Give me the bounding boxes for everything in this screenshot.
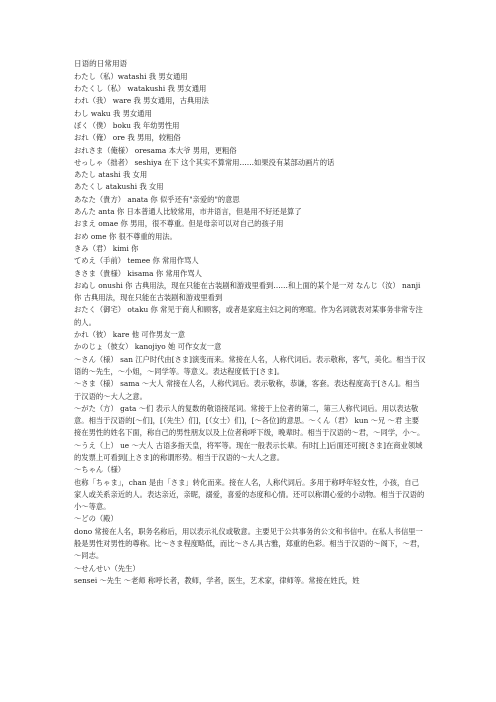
entry-omae: おまえ omae 你 男用，很不尊重。但是母亲可以对自己的孩子用 [74, 219, 284, 229]
entry-atashi: あたし atashi 我 女用 [74, 170, 148, 180]
entry-otaku: おたく（御宅） otaku 你 常见于商人和顾客，或者是家庭主妇之间的寒暄。作为名词就表对某事务非常专注的人。 [74, 305, 423, 327]
entry-ware: われ（我） ware 我 男女通用，古典用法 [74, 96, 209, 106]
entry-seshiya: せっしゃ（拙者） seshiya 在下 这个其实不算常用……如果没有某部动画片的话 [74, 157, 335, 167]
entry-gata-kun: ～がた（方） gata ～们 表示人的复数的敬语接尾词。常接于上位者的第二，第三人称代词后。用以表达敬意。相当于汉语的[～们]，[（先生）们]，[（女士）们]，[～各位]的意思。～くん（君） kun ～兄 ～君 主要接在男性的姓名下面，称自己的男性朋友以及上位者称呼下级，晚辈时。相当于汉语的～君，～同学，小～。 [74, 403, 425, 438]
document-title: 日语的日常用语 [74, 59, 128, 68]
entry-kimi: きみ（君） kimi 你 [74, 243, 139, 253]
entry-dono-body: dono 常接在人名，职务名称后，用以表示礼仪或敬意。主要见于公共事务的公文和书信中。在私人书信里一般是男性对男性的尊称。比～さま程度略低，而比～さん具古雅，郑重的色彩。相当于汉语的～阁下，～君，～同志。 [74, 526, 425, 561]
entry-sensei-heading: ～せんせい（先生） [74, 563, 140, 573]
entry-ore: おれ（俺） ore 我 男用，较粗俗 [74, 133, 181, 143]
entry-ue: ～うえ（上） ue ～大人 古语多指天皇，将军等。现在一般表示长辈。有时[上]后面还可接[さま]在商业领域的发票上可看到[上さま]的称谓形势。相当于汉语的～大人之意。 [74, 440, 423, 462]
entry-atakushi: あたくし atakushi 我 女用 [74, 182, 164, 192]
entry-kare: かれ（彼） kare 他 可作男友一意 [74, 330, 186, 340]
entry-dono-heading: ～どの（殿） [74, 514, 118, 524]
entry-chan-heading: ～ちゃん（様） [74, 465, 126, 475]
entry-washi: わし waku 我 男女通用 [74, 108, 152, 118]
entry-sensei-body: sensei ～先生 ～老师 称呼长者，教师，学者，医生，艺术家，律师等。常接在姓氏，姓 [74, 575, 360, 585]
entry-onushi: おぬし onushi 你 古典用法，现在只能在古装剧和游戏里看到……和上面的某个是一对 なんじ（汝） nanji 你 古典用法，现在只能在古装剧和游戏里看到 [74, 280, 421, 303]
entry-kanojiyo: かのじょ（彼女） kanojiyo 她 可作女友一意 [74, 342, 222, 352]
entry-anta: あんた anta 你 日本普通人比较常用，市井语言，但是用不好还是算了 [74, 207, 302, 217]
entry-oresama: おれさま（俺様） oresama 本大爷 男用，更粗俗 [74, 145, 237, 155]
entry-chan-body: 也称「ちゃま」，chan 是由「さま」转化而来。接在人名，人称代词后。多用于称呼年轻女性，小孩，自己家人或关系亲近的人。表达亲近，亲昵，溺爱，喜爱的态度和心情。还可以称谓心爱的小动物。相当于汉语的小～等意。 [74, 477, 425, 512]
entry-sama: ～さま（様） sama ～大人 常接在人名，人称代词后。表示敬称，恭谦，客套。表达程度高于[さん]。相当于汉语的～大人之意。 [74, 379, 420, 401]
entry-anata: あなた（貴方） anata 你 似乎还有"亲爱的"的意思 [74, 194, 240, 204]
entry-boku: ぼく（僕） boku 我 年幼男性用 [74, 120, 180, 130]
document-page [74, 58, 426, 587]
entry-ome: おめ ome 你 很不尊重的用法。 [74, 231, 177, 241]
entry-watakushi: わたくし（私） watakushi 我 男女通用 [74, 84, 207, 94]
entry-san: ～さん（様） san 江户时代由[さま]演变而来。常接在人名，人称代词后。表示敬称，客气，美化。相当于汉语的～先生，～小姐，～同学等。等意义。表达程度低于[さま]。 [74, 354, 426, 376]
entry-kisama: きさま（貴様） kisama 你 常用作骂人 [74, 268, 202, 278]
entry-watashi: わたし（私）watashi 我 男女通用 [74, 71, 188, 81]
entry-temee: てめえ（手前） temee 你 常用作骂人 [74, 256, 199, 266]
